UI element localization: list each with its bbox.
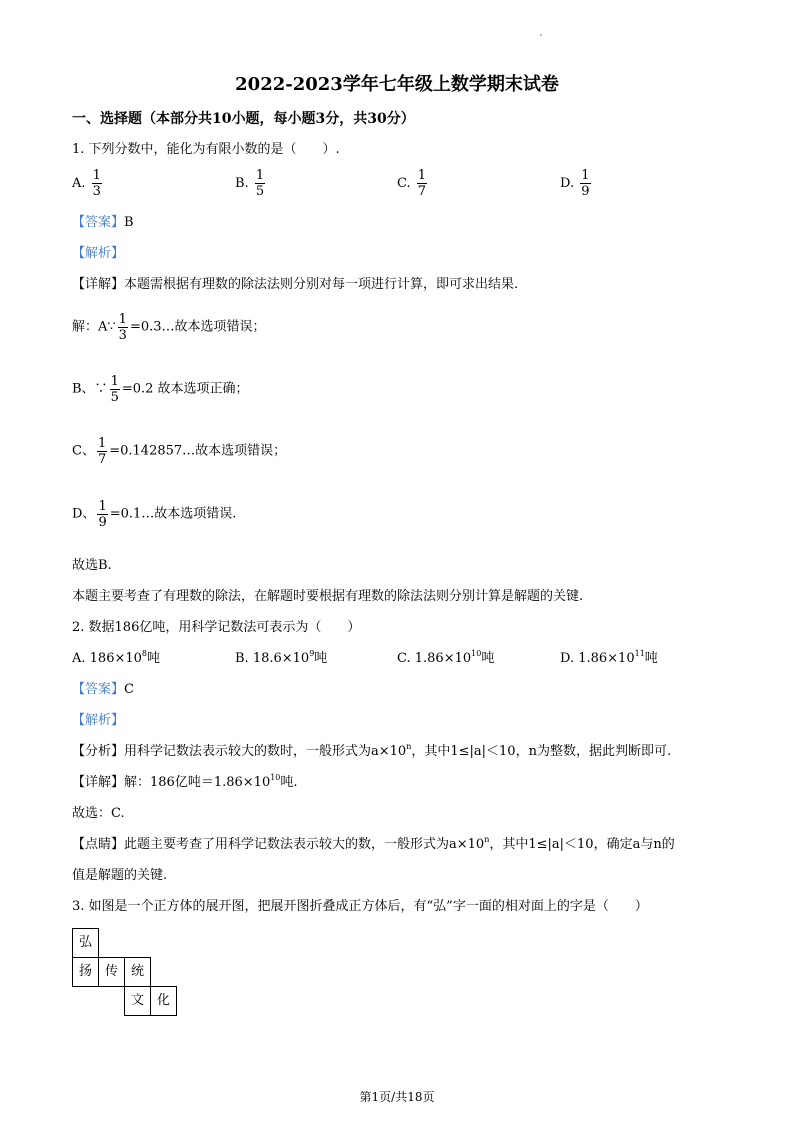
q1-detail <box>72 276 518 294</box>
cube-face-1: 弘 <box>72 928 99 958</box>
fraction: $\frac{1}{7}$ <box>417 168 427 199</box>
fraction: $\frac{1}{3}$ <box>118 312 127 343</box>
q1-option-a <box>72 168 104 199</box>
q2-answer <box>72 681 134 699</box>
q1-summary: 本题主要考查了有理数的除法，在解题时要根据有理数的除法法则分别计算是解题的关键. <box>72 589 584 604</box>
q1-stem: 1. 下列分数中，能化为有限小数的是（ ）. <box>72 142 340 157</box>
q1-solution-a <box>72 312 266 352</box>
cube-face-6: 化 <box>150 986 177 1016</box>
q2-analysis-tag: 【解析】 <box>72 713 125 728</box>
q1-answer <box>72 214 134 232</box>
q1-solution-b <box>72 374 249 414</box>
q1-option-c <box>397 168 429 199</box>
cube-face-5: 文 <box>124 986 151 1016</box>
q2-option-d: D. $1.86\times 10^{11}$吨 <box>560 649 658 666</box>
cube-face-2: 扬 <box>72 957 99 987</box>
detail-tag: 【详解】 <box>72 277 125 292</box>
q1-analysis-tag: 【解析】 <box>72 246 125 261</box>
page-footer: 第1页/共18页 <box>359 1090 435 1104</box>
answer-value: B <box>124 215 134 230</box>
solution-suffix: =0.1…故本选项错误. <box>109 506 237 522</box>
solution-prefix: B、∵ <box>72 381 108 397</box>
q2-option-c: C. $1.86\times 10^{10}$吨 <box>397 649 495 666</box>
cube-face-3: 传 <box>98 957 125 987</box>
scan-speck <box>540 34 542 36</box>
option-letter: B. <box>235 176 249 191</box>
solution-prefix: 解：A∵ <box>72 319 116 335</box>
q2-stem: 2. 数据186亿吨，用科学记数法可表示为（ ） <box>72 620 361 635</box>
q2-dianjing-cont: 值是解题的关键. <box>72 868 168 883</box>
fraction: $\frac{1}{3}$ <box>92 168 101 199</box>
answer-tag: 【答案】 <box>72 215 125 230</box>
cube-face-4: 统 <box>124 957 151 987</box>
solution-suffix: =0.3…故本选项错误； <box>129 319 266 335</box>
section-heading: 一、选择题（本部分共10小题，每小题3分，共30分） <box>72 111 415 127</box>
q1-solution-d <box>72 499 236 539</box>
detail-text: 本题需根据有理数的除法法则分别对每一项进行计算，即可求出结果. <box>124 277 519 292</box>
q1-option-b <box>235 168 267 199</box>
q3-stem: 3. 如图是一个正方体的展开图，把展开图折叠成正方体后，有“弘”字一面的相对面上的字是（ ） <box>72 899 648 914</box>
option-letter: C. <box>397 176 411 191</box>
q2-choose: 故选：C. <box>72 806 125 821</box>
fraction: $\frac{1}{7}$ <box>97 436 107 467</box>
q1-solution-c <box>72 436 286 476</box>
q1-option-d <box>560 168 593 199</box>
q2-detail: 【详解】解：186亿吨$=1.86\times 10^{10}$吨. <box>72 773 298 790</box>
answer-tag: 【答案】 <box>72 682 125 697</box>
q1-choose: 故选B. <box>72 558 112 573</box>
q2-option-b: B. $18.6\times 10^9$吨 <box>235 649 328 666</box>
solution-suffix: =0.2 故本选项正确； <box>121 381 249 397</box>
solution-prefix: D、 <box>72 506 96 522</box>
option-letter: A. <box>72 176 86 191</box>
solution-prefix: C、 <box>72 443 95 459</box>
fraction: $\frac{1}{9}$ <box>98 499 107 530</box>
q2-dianjing: 【点睛】此题主要考查了用科学记数法表示较大的数，一般形式为$a\times 10^n$，其中1≤|a|＜10，确定a与n的 <box>72 835 675 852</box>
fraction: $\frac{1}{5}$ <box>110 374 119 405</box>
q2-option-a: A. $186\times 10^8$吨 <box>72 649 161 666</box>
fraction: $\frac{1}{9}$ <box>581 168 590 199</box>
option-letter: D. <box>560 176 575 191</box>
solution-suffix: =0.142857…故本选项错误； <box>109 443 287 459</box>
page-title: 2022-2023学年七年级上数学期末试卷 <box>235 74 559 95</box>
fraction: $\frac{1}{5}$ <box>255 168 265 199</box>
answer-value: C <box>124 682 134 697</box>
q2-fenxi: 【分析】用科学记数法表示较大的数时，一般形式为$a\times 10^n$，其中1≤|a|＜10，n为整数，据此判断即可. <box>72 742 672 759</box>
